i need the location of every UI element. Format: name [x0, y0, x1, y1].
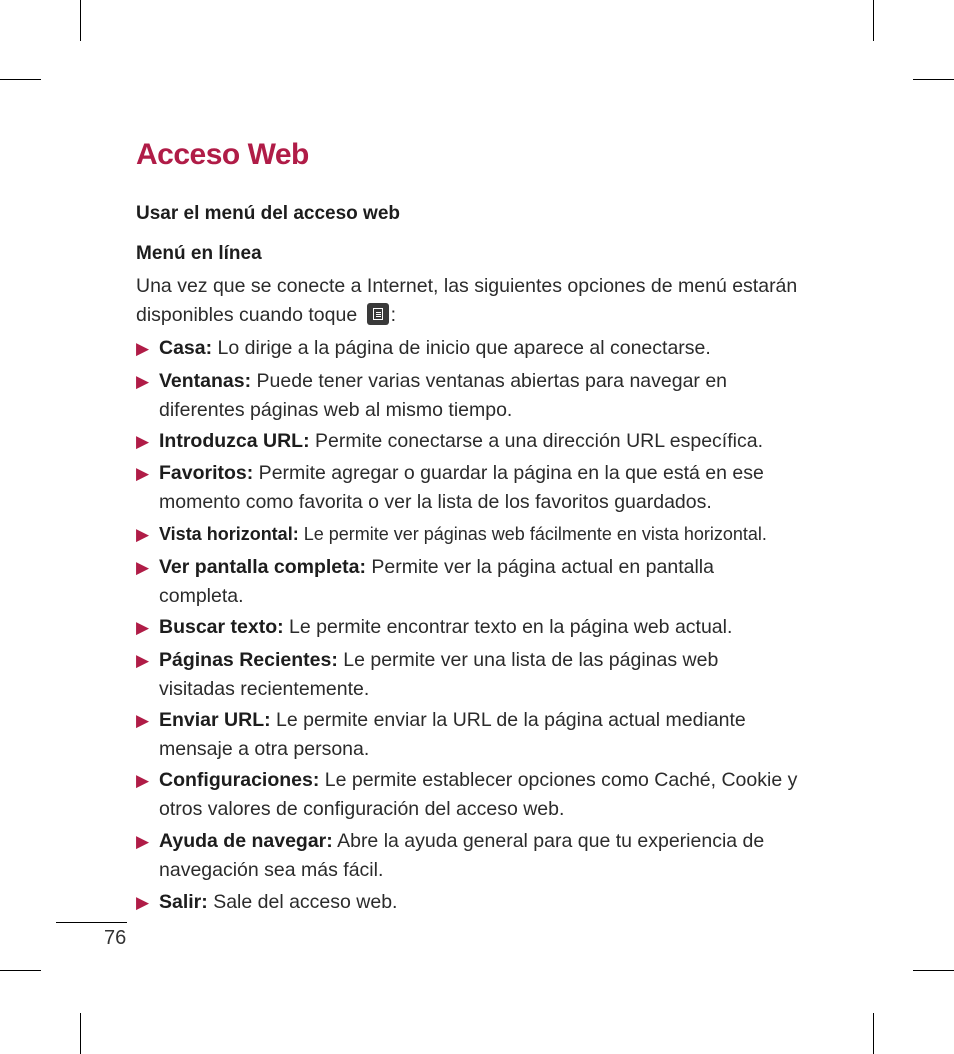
- item-description: Permite agregar o guardar la página en la que está en ese momento como favorita o ver la lista de los favoritos guardados.: [159, 462, 764, 513]
- item-label: Favoritos:: [159, 462, 254, 484]
- bullet-arrow-icon: ▶: [136, 372, 150, 391]
- list-item: [136, 766, 826, 824]
- crop-mark: [0, 970, 41, 971]
- item-label: Configuraciones:: [159, 769, 320, 791]
- item-description: Le permite ver una lista de las páginas web visitadas recientemente.: [159, 649, 719, 700]
- item-description: Abre la ayuda general para que tu experiencia de navegación sea más fácil.: [159, 830, 765, 881]
- item-label: Páginas Recientes:: [159, 649, 338, 671]
- item-description: Lo dirige a la página de inicio que aparece al conectarse.: [212, 337, 711, 359]
- item-label: Enviar URL:: [159, 709, 271, 731]
- intro-colon: :: [390, 304, 397, 326]
- list-item: [136, 427, 826, 456]
- bullet-arrow-icon: ▶: [136, 618, 150, 637]
- footer-rule: [56, 922, 127, 923]
- item-label: Buscar texto:: [159, 616, 284, 638]
- list-item: [136, 613, 826, 642]
- item-label: Ayuda de navegar:: [159, 830, 333, 852]
- item-label: Vista horizontal:: [159, 524, 299, 544]
- page-title: Acceso Web: [136, 138, 309, 171]
- bullet-arrow-icon: ▶: [136, 771, 150, 790]
- list-item: [136, 459, 826, 517]
- section-heading: Usar el menú del acceso web: [136, 203, 401, 224]
- item-description: Permite conectarse a una dirección URL específica.: [309, 430, 763, 452]
- list-item: [136, 334, 826, 363]
- item-description: Sale del acceso web.: [207, 891, 398, 913]
- page-number: 76: [104, 927, 127, 949]
- list-item: [136, 553, 826, 611]
- item-label: Introduzca URL:: [159, 430, 310, 452]
- crop-mark: [873, 1013, 874, 1054]
- bullet-arrow-icon: ▶: [136, 832, 150, 851]
- item-description: Le permite encontrar texto en la página web actual.: [283, 616, 733, 638]
- item-description: Le permite enviar la URL de la página actual mediante mensaje a otra persona.: [159, 709, 746, 760]
- list-item: [136, 827, 826, 885]
- item-description: Permite ver la página actual en pantalla completa.: [159, 556, 714, 607]
- item-description: Le permite ver páginas web fácilmente en vista horizontal.: [298, 524, 767, 544]
- list-item: [136, 706, 826, 764]
- item-description: Puede tener varias ventanas abiertas para navegar en diferentes páginas web al mismo tiempo.: [159, 370, 728, 421]
- menu-icon: [367, 303, 389, 325]
- list-item: [136, 888, 826, 917]
- bullet-arrow-icon: ▶: [136, 558, 150, 577]
- crop-mark: [80, 0, 81, 41]
- item-description: Le permite establecer opciones como Caché, Cookie y otros valores de configuración del acceso web.: [159, 769, 798, 820]
- bullet-arrow-icon: ▶: [136, 893, 150, 912]
- list-item: [136, 520, 826, 549]
- crop-mark: [913, 79, 954, 80]
- bullet-arrow-icon: ▶: [136, 711, 150, 730]
- bullet-arrow-icon: ▶: [136, 464, 150, 483]
- crop-mark: [0, 79, 41, 80]
- crop-mark: [873, 0, 874, 41]
- bullet-arrow-icon: ▶: [136, 339, 150, 358]
- crop-mark: [80, 1013, 81, 1054]
- crop-mark: [913, 970, 954, 971]
- item-label: Casa:: [159, 337, 213, 359]
- subsection-heading: Menú en línea: [136, 243, 262, 264]
- item-label: Ver pantalla completa:: [159, 556, 366, 578]
- bullet-arrow-icon: ▶: [136, 525, 150, 544]
- intro-paragraph: [136, 272, 816, 330]
- item-label: Ventanas:: [159, 370, 252, 392]
- intro-text: Una vez que se conecte a Internet, las siguientes opciones de menú estarán disponibles cuando toque: [136, 275, 798, 326]
- item-label: Salir:: [159, 891, 208, 913]
- bullet-arrow-icon: ▶: [136, 432, 150, 451]
- bullet-arrow-icon: ▶: [136, 651, 150, 670]
- list-item: [136, 367, 826, 425]
- list-item: [136, 646, 826, 704]
